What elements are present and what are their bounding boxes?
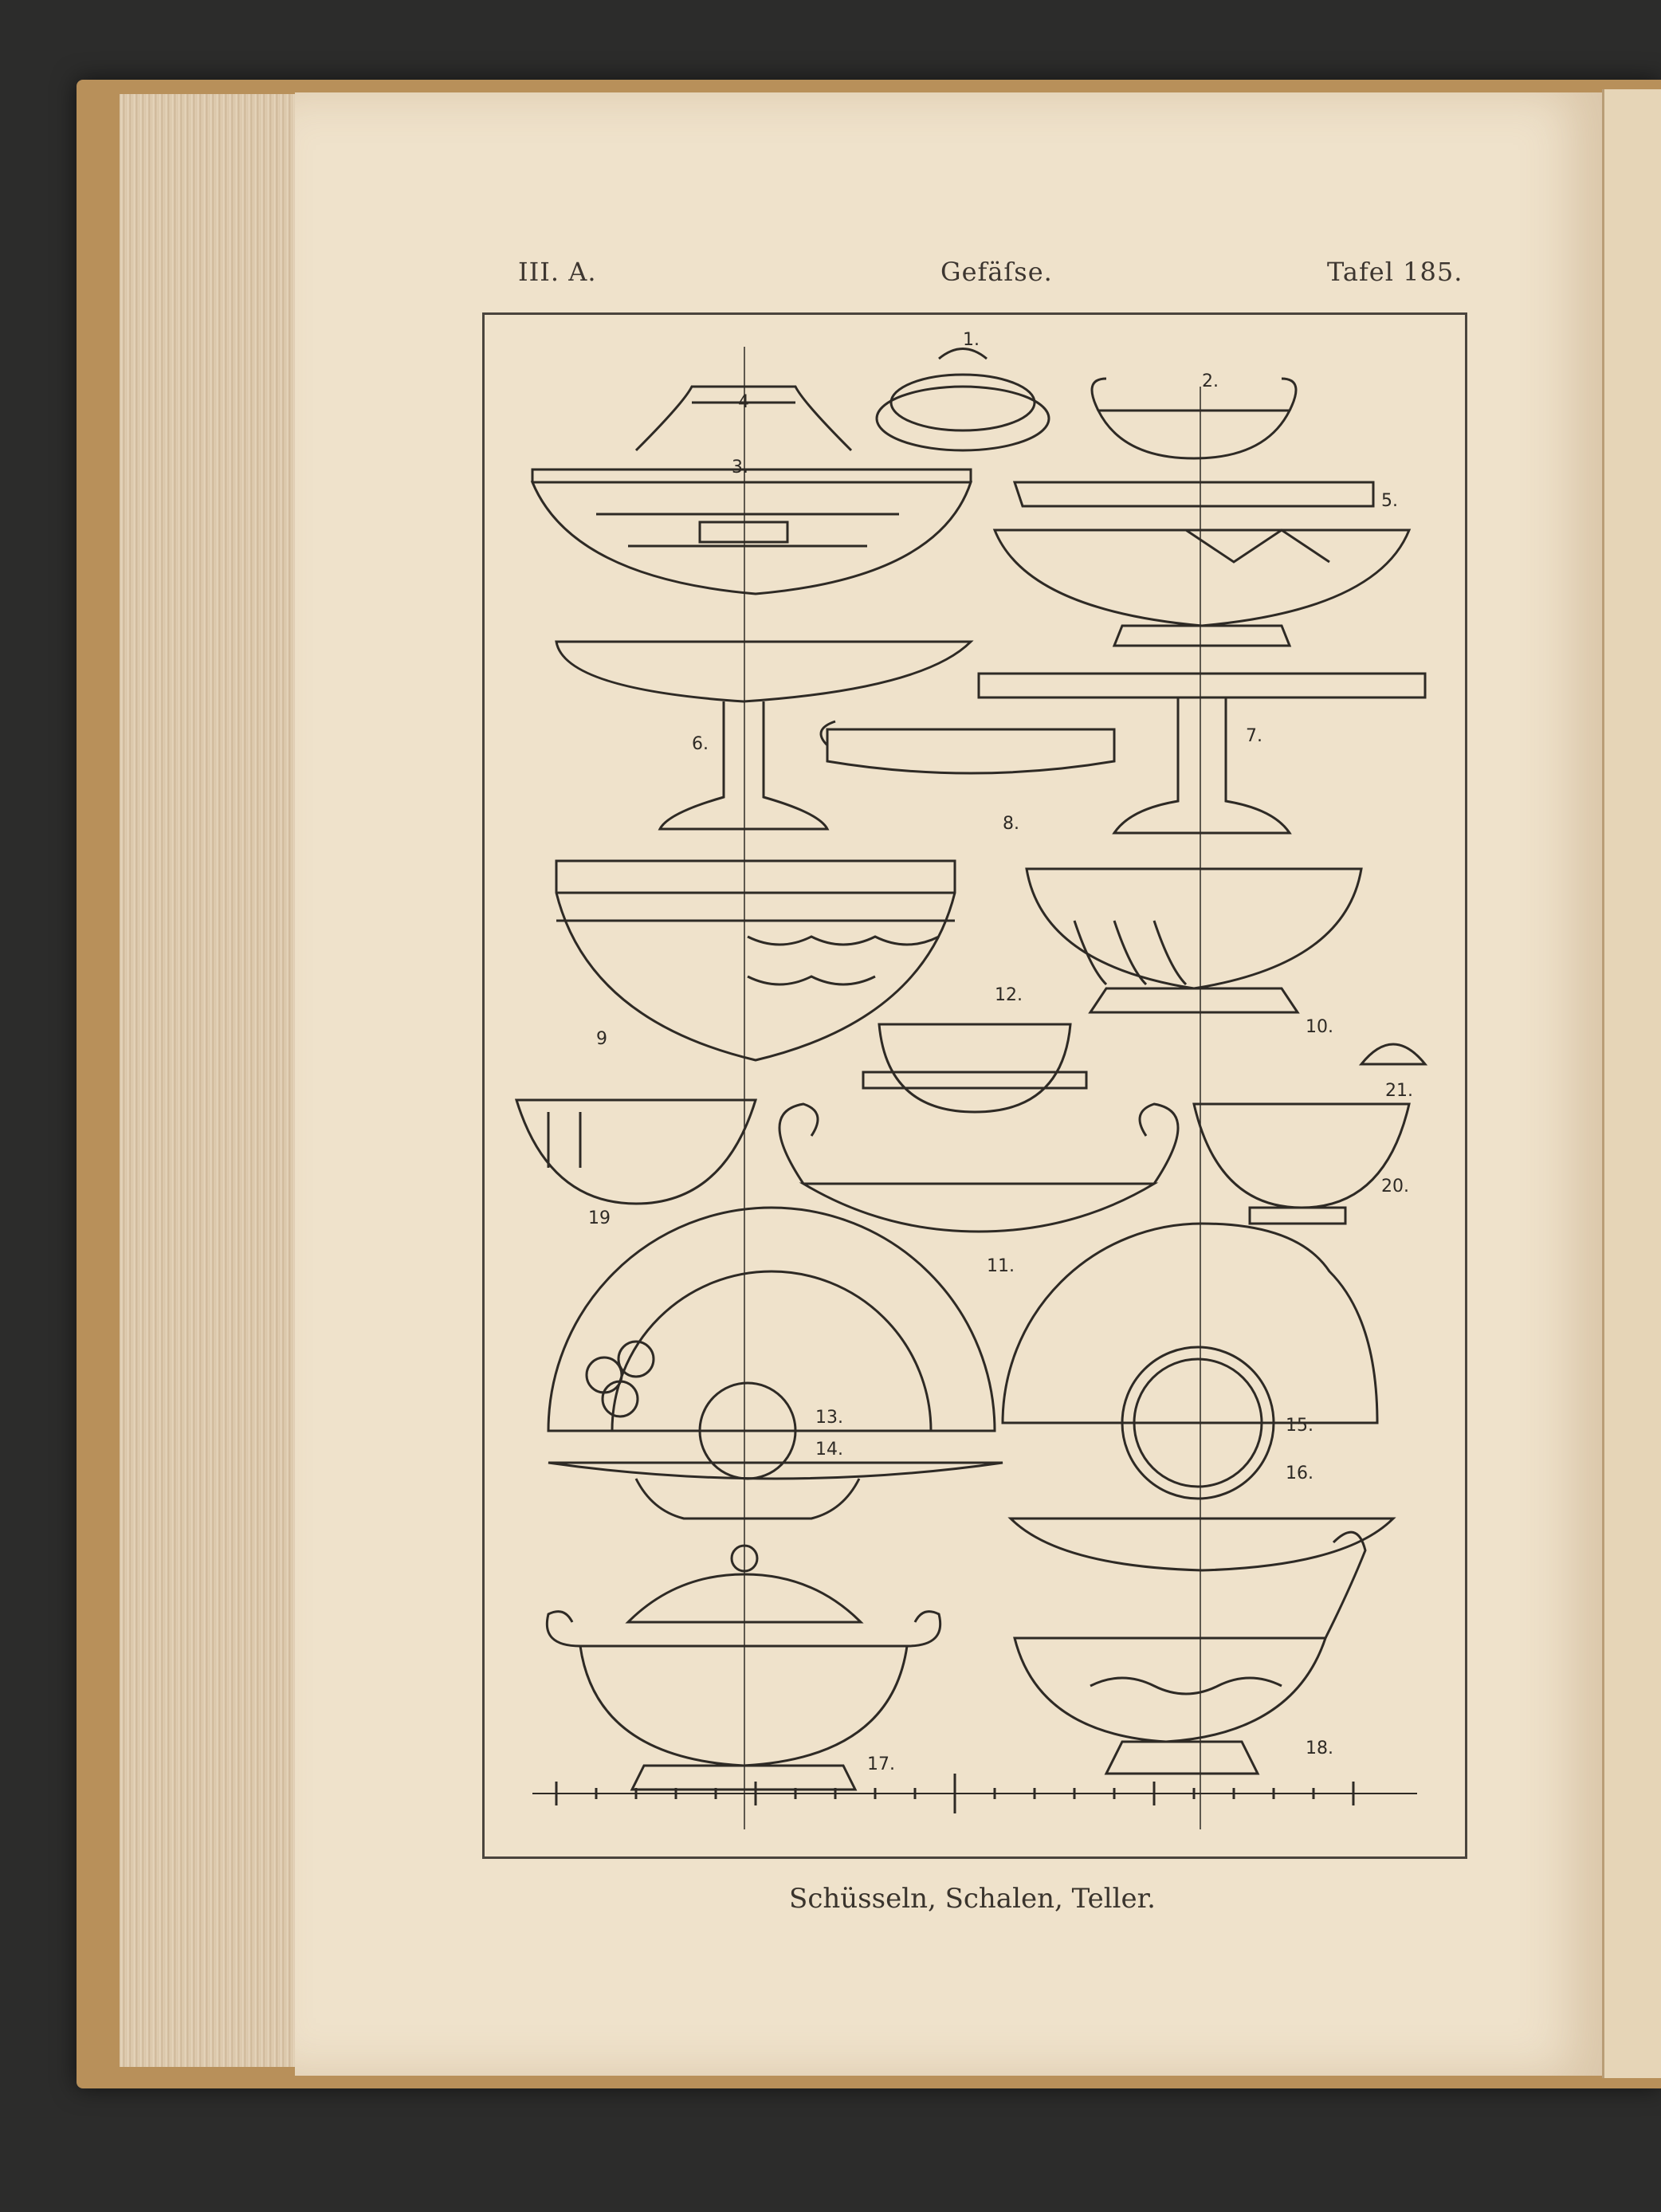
- figure-label-1: 1.: [963, 330, 980, 350]
- figure-label-14: 14.: [815, 1440, 843, 1460]
- vessel-17-drawing: [547, 1546, 940, 1790]
- vessel-13-drawing: [548, 1208, 995, 1479]
- vessel-11-drawing: [779, 1104, 1178, 1232]
- figure-label-20: 20.: [1381, 1177, 1409, 1196]
- figure-label-3: 3.: [732, 458, 748, 477]
- section-label: III. A.: [518, 257, 597, 287]
- vessel-20-drawing: [1194, 1104, 1409, 1224]
- vessel-15-drawing: [1003, 1224, 1377, 1499]
- facing-page-edge: [1602, 89, 1661, 2078]
- figure-label-10: 10.: [1306, 1017, 1333, 1037]
- figure-label-6: 6.: [692, 734, 709, 754]
- figure-label-7: 7.: [1246, 726, 1262, 746]
- figure-label-16: 16.: [1286, 1464, 1313, 1483]
- illustration-plate: [482, 312, 1467, 1859]
- figure-label-8: 8.: [1003, 814, 1019, 834]
- figure-label-4: 4: [738, 392, 749, 412]
- scale-bar: [532, 1774, 1417, 1813]
- figure-label-5: 5.: [1381, 491, 1398, 511]
- vessel-2-drawing: [1092, 379, 1296, 458]
- figure-label-2: 2.: [1202, 371, 1219, 391]
- vessel-7-drawing: [979, 674, 1425, 833]
- vessel-19-drawing: [516, 1100, 756, 1204]
- plate-caption: Schüsseln, Schalen, Teller.: [789, 1883, 1156, 1915]
- vessel-3-drawing: [532, 470, 971, 594]
- vessel-21-drawing: [1361, 1044, 1425, 1064]
- vessel-drawings: [485, 315, 1465, 1856]
- page-heading: Gefäſse.: [940, 257, 1053, 287]
- vessel-8-drawing: [821, 721, 1114, 773]
- figure-label-12: 12.: [995, 985, 1023, 1005]
- figure-label-19: 19: [588, 1208, 611, 1228]
- vessel-6-drawing: [556, 642, 971, 829]
- vessel-1-drawing: [877, 349, 1049, 451]
- vessel-18-drawing: [1015, 1532, 1365, 1774]
- figure-label-11: 11.: [987, 1256, 1015, 1276]
- figure-label-13: 13.: [815, 1408, 843, 1428]
- figure-label-15: 15.: [1286, 1416, 1313, 1436]
- figure-label-18: 18.: [1306, 1739, 1333, 1758]
- figure-label-17: 17.: [867, 1754, 895, 1774]
- vessel-10-drawing: [1027, 869, 1361, 1012]
- vessel-16-drawing: [1011, 1519, 1393, 1570]
- vessel-9-drawing: [556, 861, 955, 1060]
- figure-label-21: 21.: [1385, 1081, 1413, 1101]
- vessel-5-drawing: [995, 482, 1409, 646]
- page-edges: [120, 94, 304, 2067]
- vessel-12-drawing: [863, 1024, 1086, 1112]
- plate-number: Tafel 185.: [1327, 257, 1463, 287]
- figure-label-9: 9: [596, 1029, 607, 1049]
